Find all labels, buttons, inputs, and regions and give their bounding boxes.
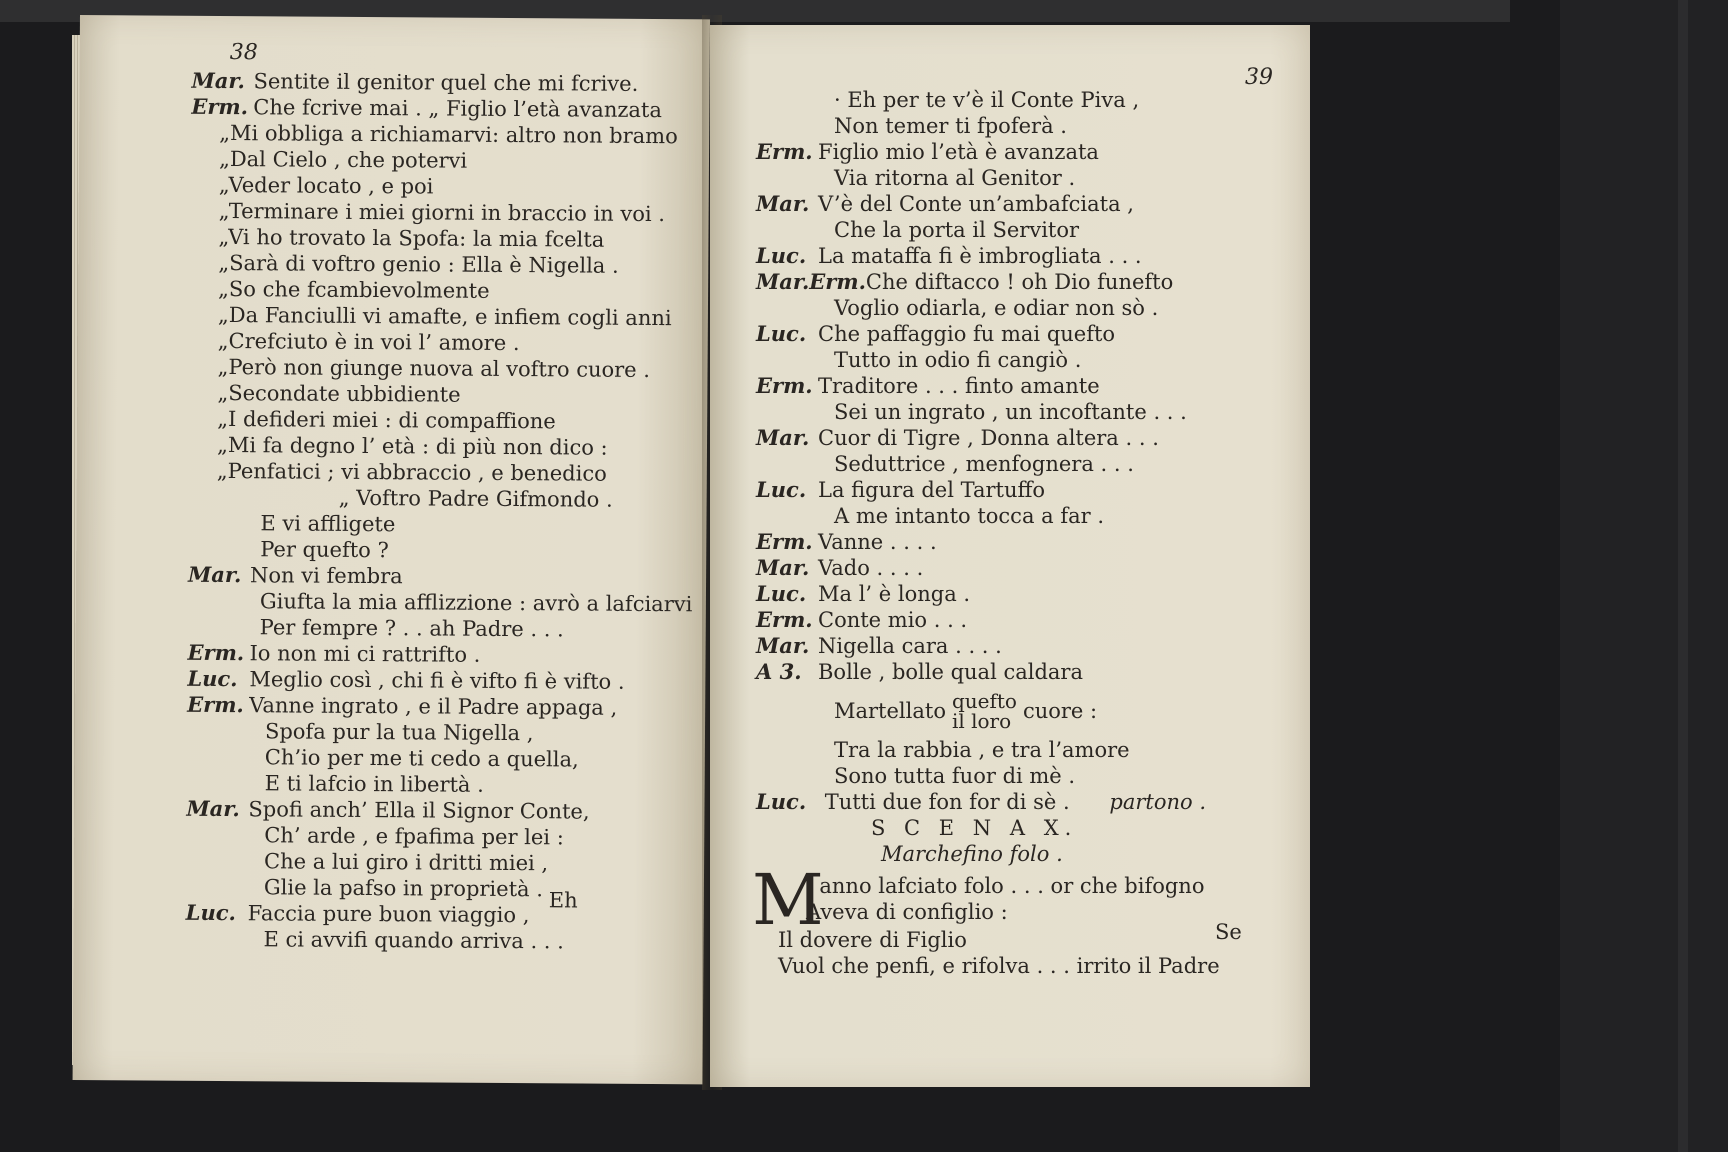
verse: „Crefciuto è in voi l’ amore . bbox=[217, 328, 520, 356]
final-line bbox=[756, 789, 1206, 815]
verse: Traditore . . . finto amante bbox=[818, 374, 1100, 398]
verse: „Vi ho trovato la Spofa: la mia fcelta bbox=[218, 224, 605, 252]
verse: A me intanto tocca a far . bbox=[834, 504, 1105, 528]
verse: „Però non giunge nuova al voftro cuore . bbox=[217, 354, 651, 382]
verse: „Secondate ubbidiente bbox=[217, 380, 461, 407]
verse: · Eh per te v’è il Conte Piva , bbox=[834, 88, 1140, 112]
speaker: Luc. bbox=[185, 899, 236, 926]
verse-line bbox=[187, 666, 692, 696]
verse-line bbox=[756, 269, 1187, 295]
verse-line bbox=[188, 510, 693, 540]
verse: Che fcrive mai . „ Figlio l’età avanzata bbox=[253, 95, 663, 123]
verse-line bbox=[185, 926, 690, 956]
verse-line bbox=[186, 874, 691, 904]
verse-line bbox=[756, 399, 1187, 425]
speaker: Luc. bbox=[756, 581, 807, 606]
speaker: Erm. bbox=[756, 529, 813, 554]
verse-line bbox=[186, 848, 691, 878]
tail-lines bbox=[756, 927, 1220, 979]
verse: Cuor di Tigre , Donna altera . . . bbox=[818, 426, 1159, 450]
verse-line bbox=[191, 198, 696, 228]
verse-line bbox=[188, 562, 693, 592]
verse-line bbox=[186, 822, 691, 852]
speaker: Erm. bbox=[187, 639, 245, 666]
verse-line bbox=[186, 900, 691, 930]
scanner-bed-right bbox=[1560, 0, 1728, 1152]
speaker: Mar. bbox=[188, 561, 242, 588]
speaker: Mar. bbox=[191, 67, 245, 94]
verse-line bbox=[756, 191, 1187, 217]
verse-line bbox=[756, 425, 1187, 451]
verse: Per quefto ? bbox=[260, 537, 389, 563]
verse: Non temer ti fpoferà . bbox=[834, 114, 1067, 138]
verse-line: Il dovere di Figlio bbox=[778, 928, 967, 952]
verse-line: i anno lafciato folo . . . or che bifogno bbox=[806, 874, 1205, 898]
speaker: Mar. bbox=[756, 633, 810, 658]
speaker: Mar. bbox=[756, 425, 810, 450]
speaker: Mar. bbox=[186, 795, 240, 822]
left-page-text bbox=[185, 68, 696, 956]
verse: Conte mio . . . bbox=[818, 608, 968, 632]
verse-line bbox=[756, 607, 1187, 633]
verse-line bbox=[756, 555, 1187, 581]
verse-line bbox=[756, 633, 1187, 659]
verse: Tra la rabbia , e tra l’amore bbox=[834, 738, 1130, 762]
verse: „Terminare i miei giorni in braccio in voi . bbox=[218, 198, 666, 227]
verse: La mataffa fi è imbrogliata . . . bbox=[818, 244, 1142, 268]
speaker: Erm. bbox=[756, 139, 813, 164]
verse: E vi affligete bbox=[260, 511, 396, 537]
verse: Spofa pur la tua Nigella , bbox=[264, 719, 534, 746]
verse-line bbox=[190, 276, 695, 306]
verse-line bbox=[187, 770, 692, 800]
verse: E ci avvifi quando arriva . . . bbox=[263, 927, 564, 954]
verse: Vado . . . . bbox=[818, 556, 924, 580]
speaker: Luc. bbox=[756, 243, 807, 268]
verse: Sentite il genitor quel che mi fcrive. bbox=[253, 69, 639, 96]
right-page-text bbox=[756, 87, 1187, 685]
drop-cap: M bbox=[752, 859, 824, 941]
verse-line bbox=[191, 94, 696, 124]
verse: Che a lui giro i dritti miei , bbox=[264, 849, 549, 876]
verse-line bbox=[756, 321, 1187, 347]
verse-line bbox=[188, 614, 693, 644]
verse: „Penfatici ; vi abbraccio , e benedico bbox=[216, 458, 607, 486]
stage-direction: partono . bbox=[1109, 790, 1206, 814]
verse: „Mi obbliga a richiamarvi: altro non bramo bbox=[219, 120, 678, 149]
speaker: Erm. bbox=[191, 93, 249, 120]
verse-line bbox=[189, 484, 694, 514]
verse-line bbox=[756, 217, 1187, 243]
verse-line bbox=[756, 165, 1187, 191]
open-book bbox=[80, 15, 1320, 1080]
verse-line bbox=[189, 406, 694, 436]
verse-line bbox=[756, 243, 1187, 269]
speaker: Luc. bbox=[756, 789, 807, 814]
verse-line bbox=[756, 763, 1220, 789]
verse-line bbox=[756, 503, 1187, 529]
verse-line bbox=[756, 451, 1187, 477]
verse-line bbox=[190, 302, 695, 332]
verse-line bbox=[187, 640, 692, 670]
verse: Non vi fembra bbox=[250, 563, 403, 589]
verse: Seduttrice , menfognera . . . bbox=[834, 452, 1134, 476]
right-page bbox=[710, 25, 1310, 1087]
verse-line bbox=[188, 588, 693, 618]
cuore-word: cuore : bbox=[1022, 699, 1098, 723]
verse: Meglio così , chi fi è vifto fi è vifto . bbox=[249, 667, 625, 694]
verse-line bbox=[190, 328, 695, 358]
verse-line bbox=[191, 146, 696, 176]
verse: Glie la pafso in proprietà . bbox=[263, 875, 544, 902]
verse-line bbox=[756, 659, 1187, 685]
verse-line bbox=[187, 692, 692, 722]
verse-line bbox=[756, 113, 1187, 139]
verse: Ch’ arde , e fpafima per lei : bbox=[264, 823, 564, 850]
verse: Tutti due fon for di sè . bbox=[824, 790, 1070, 814]
catchword-right: Se bbox=[1215, 920, 1242, 944]
left-page bbox=[73, 15, 710, 1084]
verse-line bbox=[186, 796, 691, 826]
verse: Vanne ingrato , e il Padre appaga , bbox=[249, 693, 618, 720]
scanner-rail bbox=[1678, 0, 1688, 1152]
verse: Io non mi ci rattrifto . bbox=[249, 641, 481, 667]
speaker: Luc. bbox=[756, 321, 807, 346]
verse: Giufta la mia afflizzione : avrò a lafciarvi bbox=[259, 589, 693, 617]
verse: „Dal Cielo , che potervi bbox=[218, 146, 468, 173]
verse: „So che fcambievolmente bbox=[218, 276, 490, 303]
verse: V’è del Conte un’ambafciata , bbox=[818, 192, 1134, 216]
verse-line bbox=[756, 295, 1187, 321]
alternative-words bbox=[952, 691, 1017, 731]
alt-upper: quefto bbox=[951, 689, 1017, 713]
verse: Che paffaggio fu mai quefto bbox=[818, 322, 1116, 346]
verse: Ma l’ è longa . bbox=[818, 582, 971, 606]
verse-line bbox=[187, 744, 692, 774]
verse-line: Aveva di configlio : bbox=[806, 900, 1008, 924]
speaker: Luc. bbox=[187, 665, 238, 692]
verse: Spofi anch’ Ella il Signor Conte, bbox=[248, 797, 590, 824]
speaker: Mar. bbox=[756, 191, 810, 216]
right-after-lines bbox=[756, 737, 1220, 789]
alt-lower: il loro bbox=[951, 709, 1012, 733]
verse-line bbox=[190, 224, 695, 254]
speaker: Luc. bbox=[756, 477, 807, 502]
verse: Nigella cara . . . . bbox=[818, 634, 1002, 658]
verse: Via ritorna al Genitor . bbox=[834, 166, 1076, 190]
speaker: Erm. bbox=[756, 607, 813, 632]
verse: Faccia pure buon viaggio , bbox=[247, 901, 530, 928]
verse-line bbox=[191, 172, 696, 202]
verse: „ Voftro Padre Gifmondo . bbox=[338, 485, 613, 512]
verse: Bolle , bolle qual caldara bbox=[818, 660, 1083, 684]
martellato-word: Martellato bbox=[834, 699, 946, 723]
verse: E ti lafcio in libertà . bbox=[264, 771, 484, 797]
verse: „Da Fanciulli vi amafte, e infiem cogli anni bbox=[217, 302, 672, 331]
verse-line bbox=[191, 68, 696, 98]
verse-line bbox=[756, 737, 1220, 763]
page-number-right: 39 bbox=[1245, 65, 1273, 90]
verse: „Mi fa degno l’ età : di più non dico : bbox=[216, 432, 608, 460]
verse-line bbox=[756, 373, 1187, 399]
martellato-block bbox=[752, 685, 1220, 979]
martellato-line bbox=[756, 685, 1220, 737]
verse-line bbox=[756, 529, 1187, 555]
verse-line bbox=[189, 458, 694, 488]
speaker: Erm. bbox=[187, 691, 244, 718]
verse: Vanne . . . . bbox=[818, 530, 937, 554]
catchword-left: Eh bbox=[548, 888, 578, 913]
verse-line bbox=[756, 581, 1187, 607]
verse-line bbox=[187, 718, 692, 748]
verse: La figura del Tartuffo bbox=[818, 478, 1046, 502]
speaker: A 3. bbox=[756, 659, 802, 684]
verse: Sono tutta fuor di mè . bbox=[834, 764, 1076, 788]
scene-title: S C E N A X. bbox=[871, 816, 1078, 840]
speaker: Mar.Erm. bbox=[756, 269, 866, 294]
verse-line bbox=[191, 120, 696, 150]
verse: Che la porta il Servitor bbox=[834, 218, 1080, 242]
verse: Per fempre ? . . ah Padre . . . bbox=[259, 615, 564, 642]
verse-line bbox=[189, 432, 694, 462]
page-number-left: 38 bbox=[229, 40, 258, 66]
dropcap-lines bbox=[756, 867, 1220, 925]
verse: „Sarà di voftro genio : Ella è Nigella . bbox=[218, 250, 619, 278]
verse-line bbox=[188, 536, 693, 566]
speaker: Erm. bbox=[756, 373, 813, 398]
verse: Figlio mio l’età è avanzata bbox=[818, 140, 1099, 164]
scene-subtitle: Marchefino folo . bbox=[881, 842, 1063, 866]
verse-line bbox=[189, 380, 694, 410]
verse: Tutto in odio fi cangiò . bbox=[834, 348, 1082, 372]
verse-line bbox=[189, 354, 694, 384]
verse: Sei un ingrato , un incoftante . . . bbox=[834, 400, 1187, 424]
verse-line bbox=[756, 87, 1187, 113]
verse: „I defideri miei : di compaffione bbox=[217, 406, 556, 434]
verse-line bbox=[756, 477, 1187, 503]
verse: „Veder locato , e poi bbox=[218, 172, 434, 199]
verse-line bbox=[756, 139, 1187, 165]
verse: Ch’io per me ti cedo a quella, bbox=[264, 745, 579, 772]
verse: Voglio odiarla, e odiar non sò . bbox=[834, 296, 1159, 320]
verse-line: Vuol che penfi, e rifolva . . . irrito il Padre bbox=[778, 954, 1220, 978]
verse-line bbox=[190, 250, 695, 280]
verse: Che diftacco ! oh Dio funefto bbox=[865, 270, 1174, 294]
verse-line bbox=[756, 347, 1187, 373]
speaker: Mar. bbox=[756, 555, 810, 580]
